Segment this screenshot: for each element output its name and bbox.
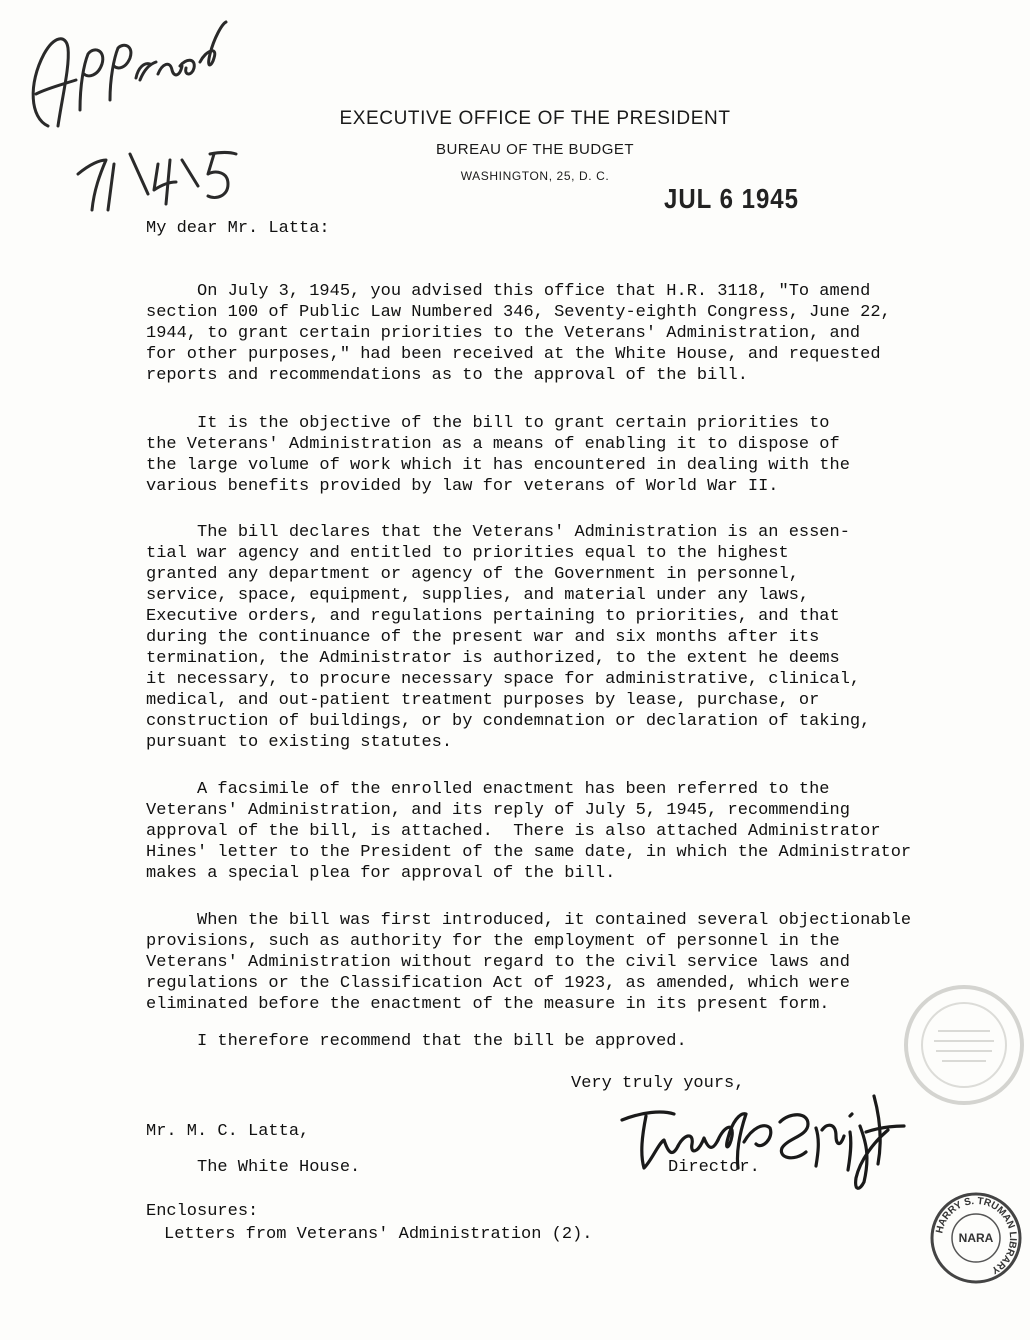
closing: Very truly yours, [571,1074,745,1093]
paragraph-line: termination, the Administrator is authorized, to the extent he deems [146,649,840,668]
paragraph-line: regulations or the Classification Act of 1923, as amended, which were [146,974,850,993]
paragraph-line: 1944, to grant certain priorities to the Veterans' Administration, and [146,324,861,343]
paragraph-line: tial war agency and entitled to priorities equal to the highest [146,544,789,563]
letterhead-bureau: BUREAU OF THE BUDGET [435,141,635,158]
paragraph-line: When the bill was first introduced, it contained several objectionable [146,911,912,930]
paragraph-line: various benefits provided by law for veterans of World War II. [146,477,779,496]
paragraph-line: granted any department or agency of the Government in personnel, [146,565,799,584]
letterhead-office: EXECUTIVE OFFICE OF THE PRESIDENT [339,108,731,129]
date-stamp: JUL 6 1945 [664,184,799,216]
paragraph-line: section 100 of Public Law Numbered 346, Seventy-eighth Congress, June 22, [146,303,891,322]
paragraph-line: pursuant to existing statutes. [146,733,453,752]
paragraph-line: approval of the bill, is attached. There is also attached Administrator [146,822,881,841]
paragraph-line: On July 3, 1945, you advised this office that H.R. 3118, "To amend [146,282,871,301]
nara-library-stamp [926,1188,1026,1288]
enclosures-heading: Enclosures: [146,1202,259,1221]
paragraph-line: Veterans' Administration without regard to the civil service laws and [146,953,850,972]
paragraph-line: the large volume of work which it has encountered in dealing with the [146,456,850,475]
paragraph-6: I therefore recommend that the bill be approved. [146,1032,687,1051]
paragraph-line: service, space, equipment, supplies, and material under any laws, [146,586,810,605]
paragraph-line: construction of buildings, or by condemnation or declaration of taking, [146,712,871,731]
paragraph-line: it necessary, to procure necessary space for administrative, clinical, [146,670,861,689]
paragraph-line: A facsimile of the enrolled enactment has been referred to the [146,780,830,799]
paragraph-line: provisions, such as authority for the employment of personnel in the [146,932,840,951]
handwritten-signature [612,1082,912,1202]
nara-stamp-text: NARA [958,1231,994,1245]
paragraph-line: the Veterans' Administration as a means of enabling it to dispose of [146,435,840,454]
paragraph-line: It is the objective of the bill to grant certain priorities to [146,414,830,433]
paragraph-line: The bill declares that the Veterans' Administration is an essen- [146,523,850,542]
addressee-place: The White House. [197,1158,361,1177]
paragraph-line: Hines' letter to the President of the same date, in which the Administrator [146,843,912,862]
handwritten-approval-note [10,14,245,214]
library-seal-stamp [898,975,1028,1115]
enclosures-item: Letters from Veterans' Administration (2). [164,1225,593,1244]
addressee-name: Mr. M. C. Latta, [146,1122,310,1141]
letterhead-address: WASHINGTON, 25, D. C. [460,169,610,183]
paragraph-line: during the continuance of the present war and six months after its [146,628,820,647]
signer-title: Director. [668,1158,760,1177]
paragraph-line: makes a special plea for approval of the bill. [146,864,616,883]
paragraph-line: for other purposes," had been received at the White House, and requested [146,345,881,364]
paragraph-line: Veterans' Administration, and its reply of July 5, 1945, recommending [146,801,850,820]
paragraph-line: eliminated before the enactment of the measure in its present form. [146,995,830,1014]
paragraph-line: reports and recommendations as to the approval of the bill. [146,366,748,385]
salutation: My dear Mr. Latta: [146,219,330,238]
library-stamp-text: HARRY S. TRUMAN LIBRARY [934,1195,1019,1276]
paragraph-line: Executive orders, and regulations pertaining to priorities, and that [146,607,840,626]
paragraph-line: medical, and out-patient treatment purposes by lease, purchase, or [146,691,820,710]
